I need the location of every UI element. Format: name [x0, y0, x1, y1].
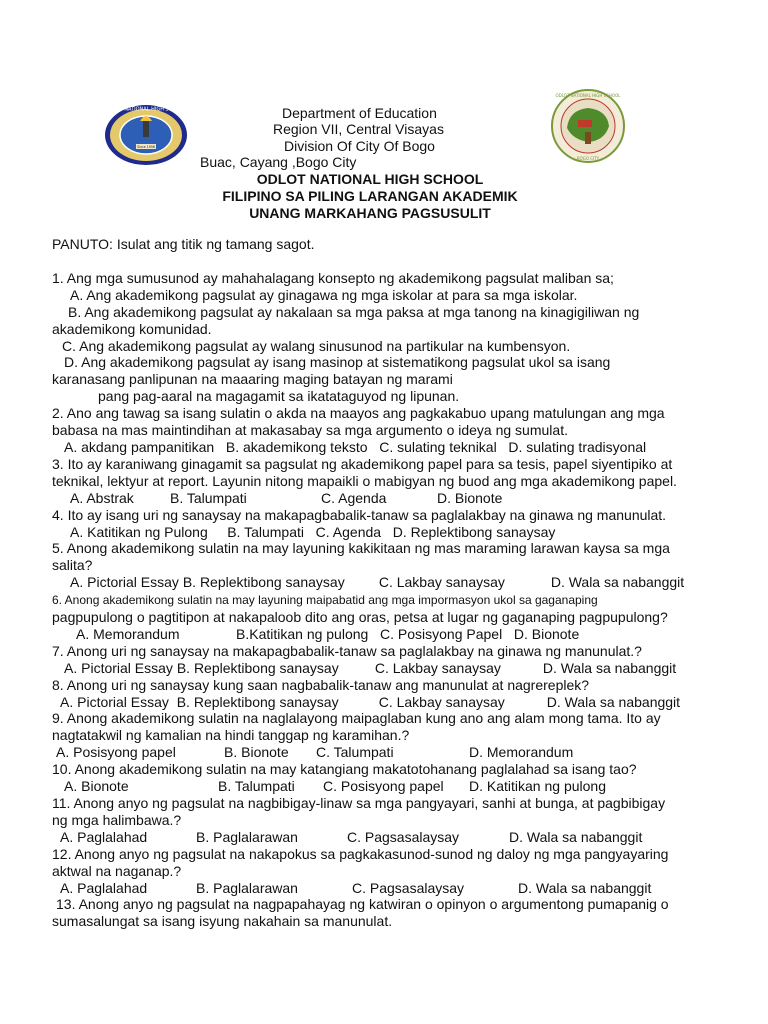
question-3-choices	[52, 490, 742, 507]
question-10-choice-d: D. Katitikan ng pulong	[469, 778, 606, 795]
question-11-choices	[52, 829, 742, 846]
school-seal-left	[104, 104, 188, 166]
question-2-choice-c: C. sulating teknikal	[379, 438, 497, 455]
question-4-choice-b: B. Talumpati	[227, 523, 304, 540]
question-1-choice-a: A. Ang akademikong pagsulat ay ginagawa ng mga iskolar at para sa mga iskolar.	[70, 286, 578, 303]
question-2	[52, 405, 742, 456]
question-8-choice-b: B. Replektibong sanaysay	[176, 693, 339, 710]
question-7-choices	[52, 660, 742, 677]
question-1-choice-b: B. Ang akademikong pagsulat ay nakalaan sa mga paksa at mga tanong na kinagigiliwan ng	[68, 303, 640, 320]
seal-left-year: Since 1956	[137, 145, 155, 149]
question-7-choice-a: A. Pictorial Essay	[64, 659, 173, 676]
question-5-stem: 5. Anong akademikong sulatin na may layuning kakikitaan ng mas maraming larawan kaysa sa mga	[52, 540, 670, 557]
question-7-choice-c: C. Lakbay sanaysay	[374, 659, 501, 676]
question-5-choice-b: B. Replektibong sanaysay	[182, 574, 345, 591]
question-1-choice-b-cont: akademikong komunidad.	[52, 320, 212, 337]
question-7-stem: 7. Anong uri ng sanaysay na makapagbabalik-tanaw sa paglalakbay na ginawa ng manunulat.?	[52, 642, 642, 659]
header-school: ODLOT NATIONAL HIGH SCHOOL	[256, 171, 484, 187]
question-12-choice-b: B. Paglalarawan	[196, 879, 298, 896]
question-8-choice-d: D. Wala sa nabanggit	[546, 693, 681, 710]
question-10-stem: 10. Anong akademikong sulatin na may katangiang makatotohanang paglalahad sa isang tao?	[52, 761, 637, 778]
seal-right-name: ODLOT NATIONAL HIGH SCHOOL	[555, 93, 621, 98]
question-11-choice-d: D. Wala sa nabanggit	[509, 828, 643, 845]
question-1-choice-d: D. Ang akademikong pagsulat ay isang masinop at sistematikong pagsulat ukol sa isang	[64, 354, 611, 371]
header-exam-title: UNANG MARKAHANG PAGSUSULIT	[249, 205, 491, 221]
seal-left-name: ODLOT NATIONAL HIGH SCHOOL	[105, 106, 187, 113]
question-2-choice-d: D. sulating tradisyonal	[508, 438, 647, 455]
question-1	[52, 270, 742, 405]
question-4-choice-c: C. Agenda	[315, 523, 382, 540]
header-address: Buac, Cayang ,Bogo City	[200, 154, 357, 170]
question-5	[52, 540, 742, 591]
question-1-choice-d-cont: karanasang panlipunan na maaaring maging batayan ng marami	[52, 371, 453, 388]
question-4-stem: 4. Ito ay isang uri ng sanaysay na makapagbabalik-tanaw sa paglalakbay na ginawa ng manunulat.	[52, 506, 667, 523]
question-10	[52, 761, 742, 795]
question-6-choice-a: A. Memorandum	[76, 625, 180, 642]
question-6	[52, 591, 742, 643]
question-7-choice-b: B. Replektibong sanaysay	[176, 659, 339, 676]
question-13-stem-cont: sumasalungat sa isang isyung nakahain sa manunulat.	[52, 913, 393, 930]
question-11-choice-b: B. Paglalarawan	[196, 828, 298, 845]
question-1-choice-c: C. Ang akademikong pagsulat ay walang sinusunod na partikular na kumbensyon.	[62, 337, 571, 354]
question-12-choice-c: C. Pagsasalaysay	[352, 879, 465, 896]
question-12-choice-a: A. Paglalahad	[60, 879, 148, 896]
question-6-choice-d: D. Bionote	[513, 625, 580, 642]
question-11-choice-c: C. Pagsasalaysay	[347, 828, 460, 845]
question-3	[52, 456, 742, 507]
question-13-stem: 13. Anong anyo ng pagsulat na nagpapahayag ng katwiran o opinyon o argumentong pumapanig o	[56, 896, 669, 913]
question-1-choice-d-cont2: pang pag-aaral na magagamit sa ikatataguyod ng lipunan.	[98, 388, 460, 405]
header-subject: FILIPINO SA PILING LARANGAN AKADEMIK	[222, 188, 518, 204]
question-11-choice-a: A. Paglalahad	[60, 828, 148, 845]
question-9	[52, 710, 742, 761]
question-4	[52, 507, 742, 541]
question-12-stem-cont: aktwal na naganap.?	[52, 862, 182, 879]
question-4-choices	[52, 524, 742, 541]
question-6-stem-cont: pagpupulong o pagtitipon at nakapaloob dito ang oras, petsa at lugar ng gaganaping pagpupulong?	[52, 609, 668, 626]
seal-right-city: BOGO CITY	[576, 156, 600, 161]
question-6-stem-text: 6. Anong akademikong sulatin na may layuning maipabatid ang mga impormasyon ukol sa gaganaping	[52, 593, 598, 608]
question-9-choice-a: A. Posisyong papel	[56, 744, 176, 761]
question-4-choice-d: D. Replektibong sanaysay	[392, 523, 556, 540]
question-7-choice-d: D. Wala sa nabanggit	[542, 659, 677, 676]
question-5-choices	[52, 574, 742, 591]
question-11-stem-cont: ng mga halimbawa.?	[52, 811, 182, 828]
question-11-stem: 11. Anong anyo ng pagsulat na nagbibigay-linaw sa mga pangyayari, sanhi at bunga, at pagbibigay	[52, 795, 666, 811]
question-9-stem-cont: nagtatakwil ng kamalian na hindi tanggap ng karamihan.?	[52, 727, 410, 744]
question-2-stem: 2. Ano ang tawag sa isang sulatin o akda na maayos ang pagkakabuo upang matulungan ang mga	[52, 405, 665, 422]
instructions: PANUTO: Isulat ang titik ng tamang sagot.	[52, 236, 315, 252]
question-3-choice-b: B. Talumpati	[170, 489, 247, 506]
question-12-stem: 12. Anong anyo ng pagsulat na nakapokus sa pagkakasunod-sunod ng daloy ng mga pangyayaring	[52, 845, 669, 862]
question-10-choice-b: B. Talumpati	[218, 778, 295, 795]
school-seal-right	[545, 88, 631, 164]
question-12-choices	[52, 880, 742, 897]
question-13	[52, 896, 742, 930]
question-5-choice-d: D. Wala sa nabanggit	[550, 574, 685, 591]
question-12	[52, 846, 742, 897]
question-2-choice-b: B. akademikong teksto	[225, 438, 368, 455]
exam-body	[52, 236, 742, 930]
question-3-stem-cont: teknikal, lektyur at report. Layunin nitong mapaikli o mabigyan ng buod ang mga akademikong papel.	[52, 472, 677, 489]
question-10-choices	[52, 778, 742, 795]
question-10-choice-a: A. Bionote	[64, 778, 129, 795]
question-9-choice-b: B. Bionote	[224, 744, 289, 761]
question-9-stem: 9. Anong akademikong sulatin na naglalayong maipaglaban kung ano ang alam mong tama. Ito ay	[52, 710, 661, 727]
question-3-stem: 3. Ito ay karaniwang ginagamit sa pagsulat ng akademikong papel para sa tesis, papel siyentipiko at	[52, 455, 673, 472]
question-8-choice-a: A. Pictorial Essay	[60, 693, 169, 710]
question-3-choice-a: A. Abstrak	[70, 489, 134, 506]
question-7	[52, 643, 742, 677]
question-1-stem: 1. Ang mga sumusunod ay mahahalagang konsepto ng akademikong pagsulat maliban sa;	[52, 269, 614, 286]
question-6-stem	[52, 591, 742, 609]
question-5-stem-cont: salita?	[52, 557, 93, 574]
question-8	[52, 677, 742, 711]
question-6-choices	[52, 626, 742, 643]
question-9-choices	[52, 744, 742, 761]
question-5-choice-a: A. Pictorial Essay	[70, 574, 179, 591]
question-2-stem-cont: babasa na mas maintindihan at makasabay sa mga argumento o ideya ng sumulat.	[52, 422, 568, 439]
question-5-choice-c: C. Lakbay sanaysay	[378, 574, 505, 591]
question-9-choice-d: D. Memorandum	[469, 744, 574, 761]
question-3-choice-c: C. Agenda	[321, 489, 387, 506]
question-6-choice-b: B.Katitikan ng pulong	[236, 625, 369, 642]
question-2-choice-a: A. akdang pampanitikan	[64, 438, 215, 455]
header-dept: Department of Education	[282, 105, 437, 121]
question-8-choice-c: C. Lakbay sanaysay	[378, 693, 505, 710]
header-division: Division Of City Of Bogo	[284, 138, 435, 154]
question-8-choices	[52, 694, 742, 711]
question-11	[52, 795, 742, 846]
question-3-choice-d: D. Bionote	[437, 489, 503, 506]
question-8-stem: 8. Anong uri ng sanaysay kung saan nagbabalik-tanaw ang manunulat at nagrereplek?	[52, 676, 590, 693]
question-4-choice-a: A. Katitikan ng Pulong	[70, 523, 208, 540]
question-10-choice-c: C. Posisyong papel	[323, 778, 444, 795]
header-region: Region VII, Central Visayas	[273, 121, 444, 137]
question-9-choice-c: C. Talumpati	[316, 744, 394, 761]
question-12-choice-d: D. Wala sa nabanggit	[518, 879, 652, 896]
question-6-choice-c: C. Posisyong Papel	[380, 625, 503, 642]
question-2-choices	[52, 439, 742, 456]
